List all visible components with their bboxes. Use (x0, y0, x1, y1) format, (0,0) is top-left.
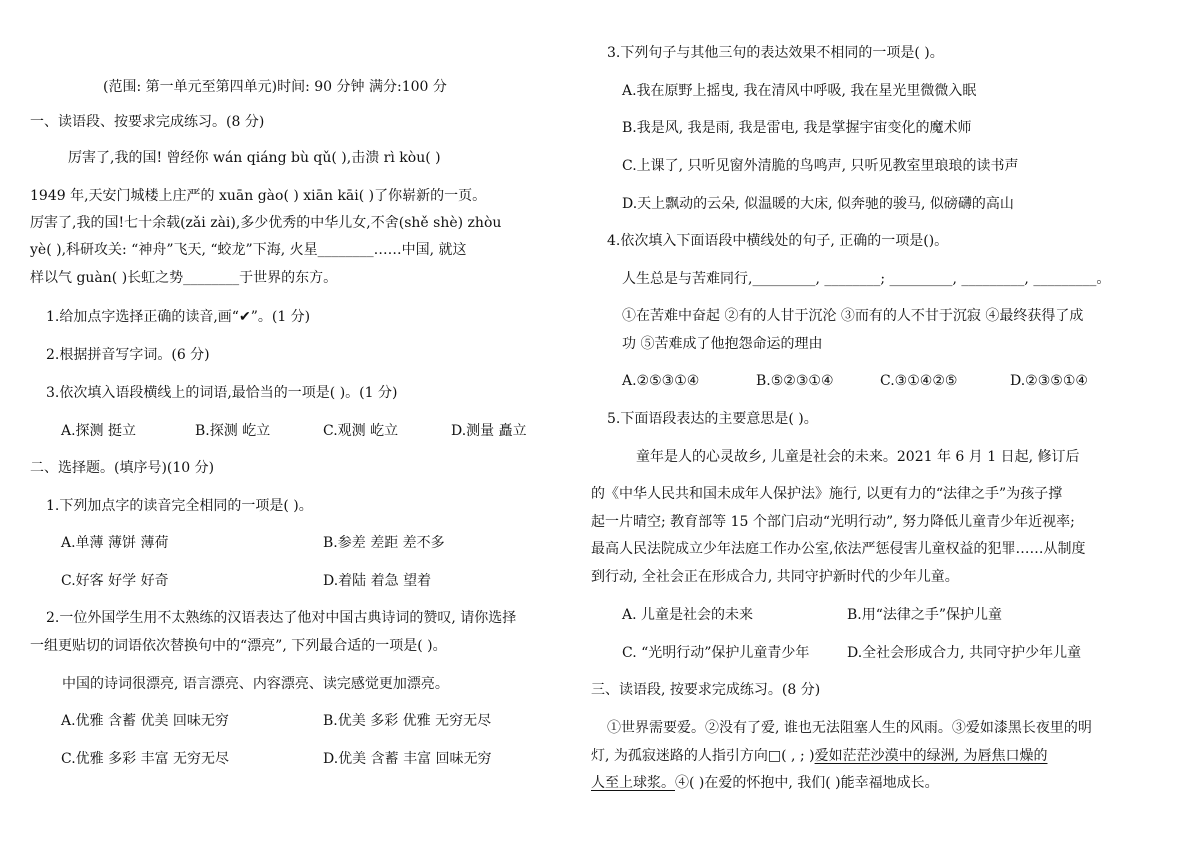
passage-line-1: 厉害了,我的国! 曾经你 wán qiáng bù qǔ( ),击溃 rì kòu( ) (68, 150, 441, 166)
section-3-line-2 (591, 746, 1047, 766)
q2-2-quote: 中国的诗词很漂亮, 语言漂亮、内容漂亮、读完感觉更加漂亮。 (62, 676, 449, 692)
q2-3-option-d: D.天上飘动的云朵, 似温暖的大床, 似奔驰的骏马, 似磅礴的高山 (622, 196, 1014, 212)
q2-2-option-c: C.优雅 多彩 丰富 无穷无尽 (61, 751, 230, 767)
q2-5-passage-line-4: 最高人民法院成立少年法庭工作办公室,依法严惩侵害儿童权益的犯罪……从制度 (591, 541, 1086, 557)
q2-1: 1.下列加点字的读音完全相同的一项是( )。 (46, 498, 313, 514)
q2-5-passage-line-1: 童年是人的心灵故乡, 儿童是社会的未来。2021 年 6 月 1 日起, 修订后 (636, 449, 1080, 465)
q1-3: 3.依次填入语段横线上的词语,最恰当的一项是( )。(1 分) (46, 385, 398, 401)
q2-4-blank-line: 人生总是与苦难同行,_________, ________; _________, _________, _________。 (622, 271, 1111, 287)
q2-1-option-b: B.参差 差距 差不多 (323, 535, 445, 551)
q2-2-option-d: D.优美 含蓄 丰富 回味无穷 (323, 751, 492, 767)
q2-4-items-line-2: 功 ⑤苦难成了他抱怨命运的理由 (622, 336, 823, 352)
section-3-line-1: ①世界需要爱。②没有了爱, 谁也无法阻塞人生的风雨。③爱如漆黑长夜里的明 (607, 720, 1092, 736)
section-3-line-2-plain: 灯, 为孤寂迷路的人指引方向□( , ; ) (591, 748, 815, 764)
passage-line-2: 1949 年,天安门城楼上庄严的 xuān gào( ) xiān kāi( )了你崭新的一页。 (30, 188, 487, 204)
q2-4-option-d: D.②③⑤①④ (1010, 373, 1088, 389)
exam-header: (范围: 第一单元至第四单元)时间: 90 分钟 满分:100 分 (103, 79, 447, 95)
q1-3-option-c: C.观测 屹立 (323, 423, 399, 439)
q1-3-option-b: B.探测 屹立 (195, 423, 271, 439)
section-1-title: 一、读语段、按要求完成练习。(8 分) (30, 114, 265, 130)
q2-1-option-d: D.着陆 着急 望着 (323, 573, 432, 589)
q2-3: 3.下列句子与其他三句的表达效果不相同的一项是( )。 (607, 45, 944, 61)
q2-3-option-a: A.我在原野上摇曳, 我在清风中呼吸, 我在星光里微微入眠 (622, 83, 977, 99)
section-3-title: 三、读语段, 按要求完成练习。(8 分) (591, 682, 821, 698)
section-3-line-3-plain: ④( )在爱的怀抱中, 我们( )能幸福地成长。 (675, 775, 939, 791)
q2-1-option-c: C.好客 好学 好奇 (61, 573, 169, 589)
q2-5-passage-line-2: 的《中华人民共和国未成年人保护法》施行, 以更有力的“法律之手”为孩子撑 (591, 486, 1063, 502)
passage-line-3: 厉害了,我的国!七十余载(zǎi zài),多少优秀的中华儿女,不舍(shě shè) zhòu (30, 215, 502, 231)
q2-5-passage-line-3: 起一片晴空; 教育部等 15 个部门启动“光明行动”, 努力降低儿童青少年近视率; (591, 514, 1075, 530)
q2-4-items-line-1: ①在苦难中奋起 ②有的人甘于沉沦 ③而有的人不甘于沉寂 ④最终获得了成 (622, 308, 1084, 324)
q2-5-option-a: A. 儿童是社会的未来 (622, 607, 754, 623)
q2-5-option-d: D.全社会形成合力, 共同守护少年儿童 (847, 645, 1082, 661)
q2-5-option-b: B.用“法律之手”保护儿童 (847, 607, 1003, 623)
q2-2-option-a: A.优雅 含蓄 优美 回味无穷 (61, 713, 229, 729)
section-3-underlined-1: 爱如茫茫沙漠中的绿洲, 为唇焦口燥的 (814, 748, 1048, 764)
q1-3-option-d: D.测量 矗立 (451, 423, 527, 439)
q2-3-option-c: C.上课了, 只听见窗外清脆的鸟鸣声, 只听见教室里琅琅的读书声 (622, 158, 1019, 174)
q2-5: 5.下面语段表达的主要意思是( )。 (607, 411, 818, 427)
q2-4-option-c: C.③①④②⑤ (880, 373, 958, 389)
passage-line-5: 样以气 guàn( )长虹之势________于世界的东方。 (30, 270, 338, 286)
q2-5-option-c: C. “光明行动”保护儿童青少年 (622, 645, 810, 661)
q2-5-passage-line-5: 到行动, 全社会正在形成合力, 共同守护新时代的少年儿童。 (591, 569, 959, 585)
q2-2-option-b: B.优美 多彩 优雅 无穷无尽 (323, 713, 492, 729)
q2-4-option-a: A.②⑤③①④ (622, 373, 700, 389)
section-3-underlined-2: 人至上球浆。 (591, 775, 675, 791)
section-2-title: 二、选择题。(填序号)(10 分) (30, 460, 215, 476)
q2-2-line-1: 2.一位外国学生用不太熟练的汉语表达了他对中国古典诗词的赞叹, 请你选择 (46, 610, 517, 626)
q2-4: 4.依次填入下面语段中横线处的句子, 正确的一项是()。 (607, 233, 949, 249)
section-3-line-3 (591, 773, 939, 793)
q2-2-line-2: 一组更贴切的词语依次替换句中的“漂亮”, 下列最合适的一项是( )。 (30, 638, 447, 654)
passage-line-4: yè( ),科研攻关: “神舟”飞天, “蛟龙”下海, 火星________……中国, 就这 (30, 242, 467, 258)
q2-3-option-b: B.我是风, 我是雨, 我是雷电, 我是掌握宇宙变化的魔术师 (622, 120, 972, 136)
q2-4-option-b: B.⑤②③①④ (756, 373, 834, 389)
q1-2: 2.根据拼音写字词。(6 分) (46, 347, 210, 363)
q1-3-option-a: A.探测 挺立 (61, 423, 137, 439)
q1-1: 1.给加点字选择正确的读音,画“✔”。(1 分) (46, 309, 311, 325)
q2-1-option-a: A.单薄 薄饼 薄荷 (61, 535, 169, 551)
